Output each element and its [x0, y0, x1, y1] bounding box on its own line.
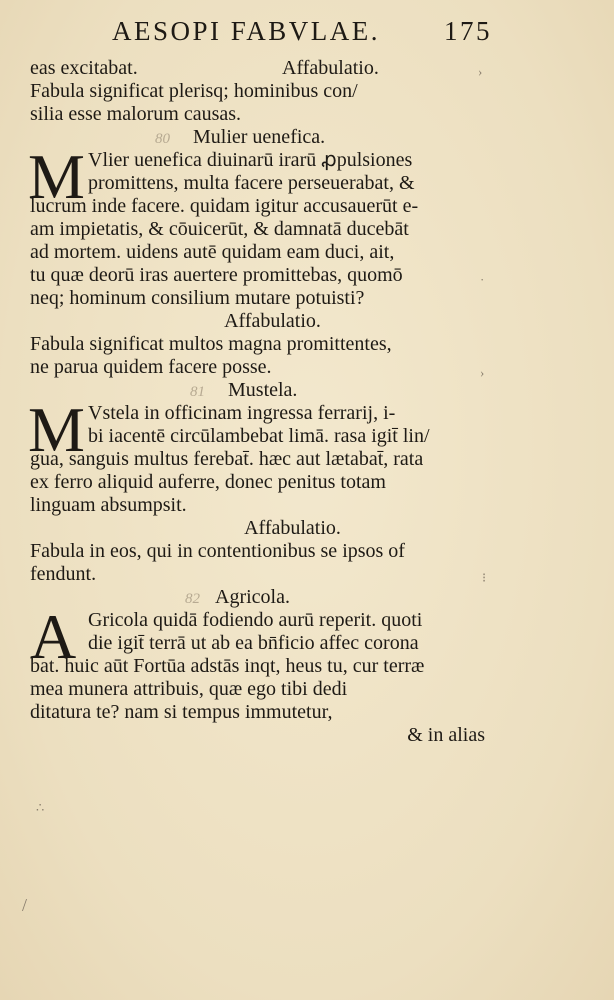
margin-mark: ∴	[36, 800, 45, 815]
page-number: 175	[444, 16, 492, 46]
text-line: die igit̄ terrā ut ab ea bn̄ficio affec coronа	[88, 632, 419, 654]
text-block	[30, 57, 485, 747]
text-line: fendunt.	[30, 563, 97, 585]
fable-number: 81	[190, 384, 205, 400]
fable-body	[28, 141, 485, 310]
fable-body	[28, 394, 485, 517]
affabulatio-heading: Affabulatio.	[244, 517, 341, 539]
text-line: ad mortem. uidens autē quidam eam duci, ait,	[30, 241, 395, 263]
drop-initial: A	[30, 601, 77, 672]
text-line: Fabula in eos, qui in contentionibus se ipsos of	[30, 540, 405, 562]
fable-title: Agricola.	[215, 586, 290, 608]
fable-heading	[30, 126, 485, 149]
drop-initial: M	[28, 394, 85, 465]
affabulatio-heading: Affabulatio.	[224, 310, 321, 332]
text-line: tu quæ deorū iras auertere promittebas, quomō	[30, 264, 403, 286]
text-line: promittens, multa facere perseuerabat, &	[88, 172, 415, 194]
page-header	[112, 16, 492, 50]
text-line: ex ferro aliquid auferre, donec penitus totam	[30, 471, 386, 493]
text-line: bi iacentē circūlambebat limā. rasa igit̄ lin/	[88, 425, 430, 447]
text-line: ditatura te? nam si tempus immutetur,	[30, 701, 333, 723]
text-line: ne parua quidem facere posse.	[30, 356, 272, 378]
text-line: Vstela in officinam ingressa ferrarij, i-	[88, 402, 396, 424]
text-line: neq; hominum consilium mutare potuisti?	[30, 287, 365, 309]
fable-heading	[30, 586, 485, 609]
text-line: am impietatis, & cōuicerūt, & damnatā ducebāt	[30, 218, 409, 240]
margin-mark: ⁝	[482, 570, 487, 585]
margin-mark: ›	[478, 64, 483, 79]
text-line: silia esse malorum causas.	[30, 103, 242, 125]
text-line: Fabula significat multos magna promittentes,	[30, 333, 392, 355]
fable-heading	[30, 379, 485, 402]
text-line: gua, sanguis multus ferebat̄. hæc aut lætabat̄, rata	[30, 448, 424, 470]
margin-mark: /	[22, 895, 28, 915]
affabulatio-heading: Affabulatio.	[282, 57, 379, 79]
text-line	[30, 57, 485, 80]
text-line: bat. huic aūt Fortūa adstās inqt, heus tu, cur terræ	[30, 655, 425, 677]
fable-number: 80	[155, 131, 170, 147]
margin-mark: ·	[480, 272, 485, 287]
text-line: linguam absumpsit.	[30, 494, 187, 516]
fable-title: Mustela.	[228, 379, 298, 401]
text-line: mea munera attribuis, quæ ego tibi dedi	[30, 678, 348, 700]
text-line: lucrum inde facere. quidam igitur accusauerūt e-	[30, 195, 419, 217]
margin-mark: ›	[480, 365, 485, 380]
fable-title: Mulier uenefica.	[193, 126, 326, 148]
text-fragment: eas excitabat.	[30, 57, 138, 79]
catchword: & in alias	[407, 724, 485, 746]
fable-body	[30, 601, 485, 724]
fable-number: 82	[185, 591, 200, 607]
drop-initial: M	[28, 141, 85, 212]
running-title: AESOPI FABVLAE.	[112, 16, 381, 46]
text-line: Vlier uenefica diuinarū irarū ꝓpulsiones	[88, 149, 413, 171]
text-line: Fabula significat plerisq; hominibus con/	[30, 80, 358, 102]
text-line: Gricola quidā fodiendo aurū reperit. quoti	[88, 609, 423, 631]
